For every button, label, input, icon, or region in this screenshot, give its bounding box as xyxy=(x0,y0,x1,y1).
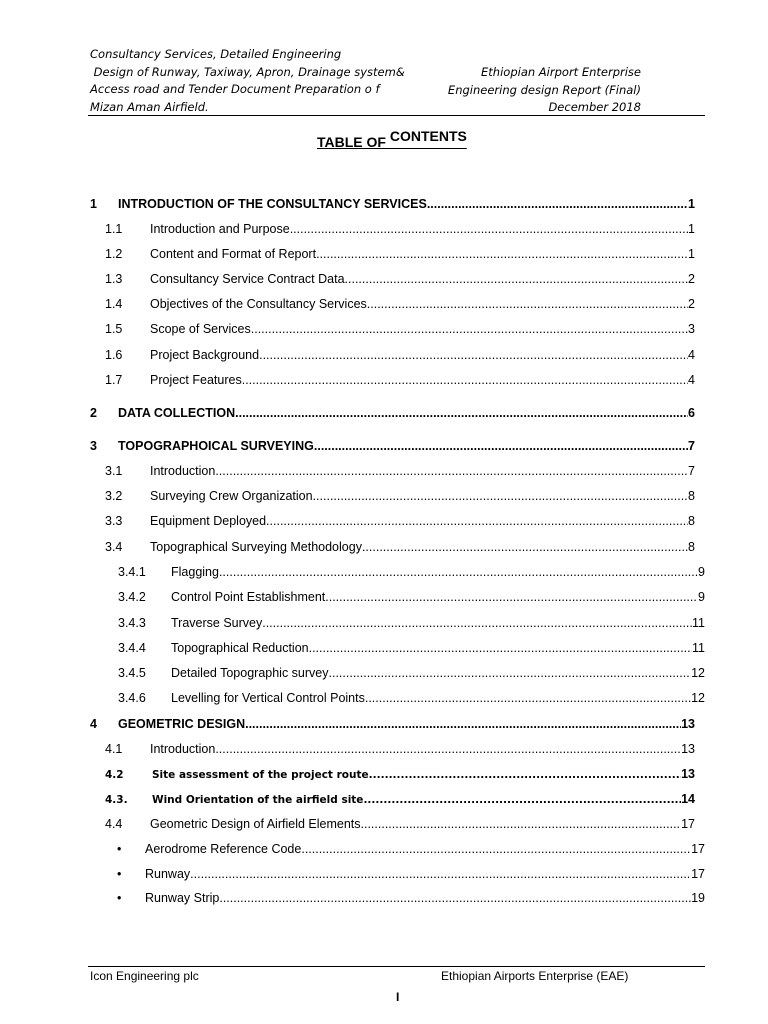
toc-entry-page: 2 xyxy=(688,297,695,311)
toc-entry[interactable] xyxy=(118,590,705,604)
header-left-line: Access road and Tender Document Preparation o f xyxy=(90,82,380,97)
toc-entry-leader xyxy=(345,272,689,286)
toc-entry-number: 1.1 xyxy=(105,222,123,236)
toc-entry-page: 7 xyxy=(688,464,695,478)
toc-entry[interactable] xyxy=(118,616,705,630)
toc-entry-number: 4.4 xyxy=(105,817,123,831)
toc-entry-page: 1 xyxy=(688,222,695,236)
toc-entry-title: Introduction xyxy=(150,742,216,756)
toc-entry-title: Detailed Topographic survey xyxy=(171,666,329,680)
title-part-2: CONTENTS xyxy=(389,128,467,144)
toc-entry-page: 19 xyxy=(691,891,705,905)
toc-entry-leader xyxy=(362,540,688,554)
toc-entry-title: Project Features xyxy=(150,373,242,387)
toc-entry-title: Runway xyxy=(145,867,191,881)
toc-entry-title: Introduction xyxy=(150,464,216,478)
toc-entry-leader xyxy=(363,794,681,806)
toc-entry-page: 17 xyxy=(681,817,695,831)
toc-entry-number: • xyxy=(117,891,122,905)
toc-entry-page: 17 xyxy=(691,867,705,881)
toc-entry-leader xyxy=(245,717,681,731)
toc-entry[interactable] xyxy=(105,792,695,806)
toc-entry-number: 1.6 xyxy=(105,348,123,362)
toc-entry-leader xyxy=(329,666,692,680)
toc-entry-leader xyxy=(242,373,688,387)
toc-entry-title: Objectives of the Consultancy Services xyxy=(150,297,367,311)
page-number: I xyxy=(396,990,400,1004)
toc-entry-title: Wind Orientation of the airfield site xyxy=(152,794,364,806)
toc-entry-number: 3.4.6 xyxy=(118,691,146,705)
toc-entry-number: 3.4.5 xyxy=(118,666,146,680)
toc-entry-number: 3.4.3 xyxy=(118,616,146,630)
toc-entry[interactable] xyxy=(105,247,695,261)
footer-rule xyxy=(88,966,705,967)
toc-entry-number: 1.5 xyxy=(105,322,123,336)
toc-entry-title: Content and Format of Report xyxy=(150,247,317,261)
toc-entry[interactable] xyxy=(105,348,695,362)
toc-entry-number: 3.3 xyxy=(105,514,123,528)
toc-entry[interactable] xyxy=(117,842,705,856)
toc-entry-number: 4 xyxy=(90,717,97,731)
toc-entry-title: Topographical Reduction xyxy=(171,641,309,655)
toc-entry-leader xyxy=(251,322,688,336)
toc-entry-leader xyxy=(262,616,692,630)
toc-entry-page: 8 xyxy=(688,514,695,528)
toc-entry-title: Levelling for Vertical Control Points xyxy=(171,691,365,705)
toc-entry-number: 4.2 xyxy=(105,769,124,781)
toc-entry-number: 1.3 xyxy=(105,272,123,286)
toc-entry-page: 8 xyxy=(688,489,695,503)
toc-entry[interactable] xyxy=(105,373,695,387)
toc-entry-page: 9 xyxy=(698,590,705,604)
toc-entry[interactable] xyxy=(118,641,705,655)
header-right-line: December 2018 xyxy=(548,100,641,115)
toc-entry-title: Surveying Crew Organization xyxy=(150,489,313,503)
toc-entry-title: Runway Strip xyxy=(145,891,220,905)
toc-entry-title: Site assessment of the project route xyxy=(152,769,369,781)
toc-entry-number: 3.2 xyxy=(105,489,123,503)
toc-entry-number: 1.2 xyxy=(105,247,123,261)
toc-entry-leader xyxy=(301,842,691,856)
toc-entry[interactable] xyxy=(118,666,705,680)
toc-entry-leader xyxy=(427,197,688,211)
toc-entry-title: INTRODUCTION OF THE CONSULTANCY SERVICES xyxy=(118,197,427,211)
toc-entry-leader xyxy=(219,891,691,905)
toc-entry-page: 11 xyxy=(692,616,705,630)
toc-entry-leader xyxy=(290,222,688,236)
toc-entry-leader xyxy=(266,514,688,528)
toc-entry-page: 1 xyxy=(688,247,695,261)
toc-entry-page: 9 xyxy=(698,565,705,579)
toc-entry-leader xyxy=(316,247,688,261)
toc-entry-number: 4.1 xyxy=(105,742,123,756)
toc-entry[interactable] xyxy=(90,197,695,211)
toc-entry-page: 4 xyxy=(688,373,695,387)
toc-entry-leader xyxy=(361,817,682,831)
toc-entry-number: 3.4.4 xyxy=(118,641,146,655)
header-left-line: Consultancy Services, Detailed Engineering xyxy=(90,47,342,61)
toc-entry-leader xyxy=(190,867,691,881)
toc-entry-leader xyxy=(259,348,688,362)
toc-entry-leader xyxy=(215,464,688,478)
toc-entry[interactable] xyxy=(90,717,695,731)
toc-entry-number: 1.7 xyxy=(105,373,123,387)
toc-entry[interactable] xyxy=(118,691,705,705)
toc-entry[interactable] xyxy=(105,322,695,336)
toc-entry[interactable] xyxy=(105,767,695,781)
toc-entry-leader xyxy=(215,742,681,756)
toc-entry-number: 3.1 xyxy=(105,464,123,478)
toc-entry[interactable] xyxy=(90,406,695,420)
title-part-1: TABLE OF xyxy=(317,134,390,150)
toc-entry-number: 3 xyxy=(90,439,97,453)
toc-entry[interactable] xyxy=(105,272,695,286)
toc-entry-page: 17 xyxy=(691,842,705,856)
toc-entry-title: Project Background xyxy=(150,348,260,362)
toc-entry-page: 11 xyxy=(692,641,705,655)
toc-entry[interactable] xyxy=(105,297,695,311)
toc-entry-title: Aerodrome Reference Code xyxy=(145,842,302,856)
toc-entry-title: Introduction and Purpose xyxy=(150,222,290,236)
toc-entry-number: 3.4 xyxy=(105,540,123,554)
header-left-line: Mizan Aman Airfield. xyxy=(90,99,209,114)
toc-entry[interactable] xyxy=(90,439,695,453)
toc-entry[interactable] xyxy=(117,867,705,881)
toc-entry-title: Consultancy Service Contract Data xyxy=(150,272,345,286)
toc-entry-page: 2 xyxy=(688,272,695,286)
toc-entry-leader xyxy=(365,691,691,705)
toc-entry-number: • xyxy=(117,842,122,856)
toc-entry[interactable] xyxy=(117,891,705,905)
toc-entry-number: 3.4.2 xyxy=(118,590,146,604)
toc-entry-page: 14 xyxy=(681,792,695,806)
toc-entry-leader xyxy=(367,297,688,311)
toc-entry-title: Geometric Design of Airfield Elements xyxy=(150,817,361,831)
toc-entry-page: 12 xyxy=(691,666,705,680)
toc-entry-title: DATA COLLECTION xyxy=(118,406,236,420)
toc-entry[interactable] xyxy=(105,742,695,756)
toc-entry-number: 2 xyxy=(90,406,97,420)
toc-entry-page: 13 xyxy=(681,717,695,731)
toc-entry-page: 13 xyxy=(681,767,695,781)
toc-entry-number: • xyxy=(117,867,122,881)
header-left-line: Design of Runway, Taxiway, Apron, Drainage system& xyxy=(90,64,405,79)
toc-entry[interactable] xyxy=(118,565,705,579)
toc-entry-leader xyxy=(235,406,688,420)
toc-entry-leader xyxy=(313,489,688,503)
footer-left: Icon Engineering plc xyxy=(90,969,199,983)
toc-entry-title: Scope of Services xyxy=(150,322,251,336)
toc-entry-leader xyxy=(314,439,688,453)
toc-entry-page: 6 xyxy=(688,406,695,420)
toc-entry-number: 3.4.1 xyxy=(118,565,146,579)
toc-entry-leader xyxy=(325,590,698,604)
toc-entry-number: 4.3. xyxy=(105,794,128,806)
toc-entry-title: Flagging xyxy=(171,565,219,579)
toc-entry-leader xyxy=(309,641,692,655)
toc-entry-title: GEOMETRIC DESIGN xyxy=(118,717,246,731)
header-right-line: Ethiopian Airport Enterprise xyxy=(481,65,641,79)
toc-entry-page: 1 xyxy=(688,197,695,211)
toc-entry-number: 1 xyxy=(90,197,97,211)
toc-entry-page: 8 xyxy=(688,540,695,554)
toc-entry-page: 7 xyxy=(688,439,695,453)
toc-entry[interactable] xyxy=(105,540,695,554)
footer-right: Ethiopian Airports Enterprise (EAE) xyxy=(441,969,629,983)
toc-entry[interactable] xyxy=(105,464,695,478)
toc-entry-page: 3 xyxy=(688,322,695,336)
toc-entry-leader xyxy=(369,769,681,781)
toc-entry[interactable] xyxy=(105,489,695,503)
header-right-line: Engineering design Report (Final) xyxy=(447,82,641,97)
toc-entry-leader xyxy=(219,565,698,579)
toc-entry[interactable] xyxy=(105,514,695,528)
toc-entry-page: 13 xyxy=(681,742,695,756)
toc-entry[interactable] xyxy=(105,817,695,831)
toc-entry-title: Topographical Surveying Methodology xyxy=(150,540,362,554)
toc-entry-title: Control Point Establishment xyxy=(171,590,326,604)
toc-entry-title: TOPOGRAPHOICAL SURVEYING xyxy=(118,439,314,453)
toc-entry-page: 4 xyxy=(688,348,695,362)
toc-entry-page: 12 xyxy=(691,691,705,705)
toc-entry[interactable] xyxy=(105,222,695,236)
toc-entry-number: 1.4 xyxy=(105,297,123,311)
toc-entry-title: Traverse Survey xyxy=(171,616,263,630)
toc-entry-title: Equipment Deployed xyxy=(150,514,267,528)
